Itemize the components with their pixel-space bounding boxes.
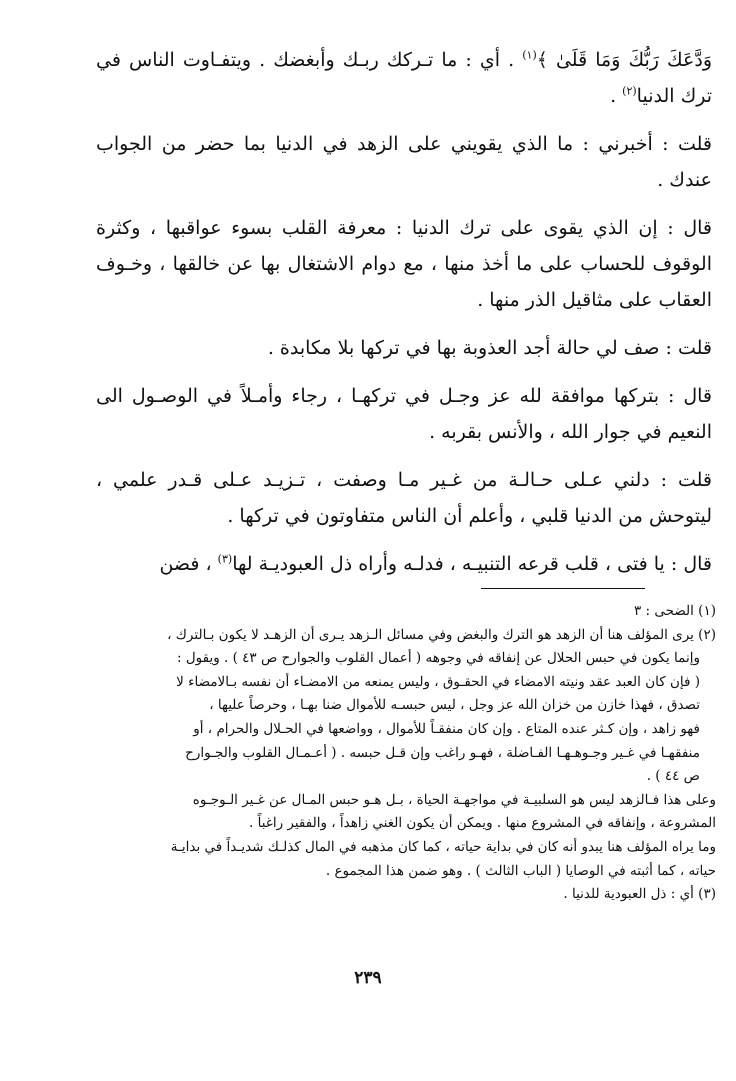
paragraph-7 [96, 546, 712, 582]
footnote-ref-3: (٣) [217, 552, 233, 566]
footnote-2-line: وما يراه المؤلف هنا يبدو أنه كان في بداية حياته ، كما كان مذهبه في المال كذلـك شديـداً في بدايـة [170, 838, 716, 855]
footnotes [96, 600, 716, 907]
footnote-2-line: وإنما يكون في حبس الحلال عن إنفاقه في وجوهه ( أعمال القلوب والجوارح ص ٤٣ ) . ويقول : [177, 650, 700, 667]
paragraph-3: قال : إن الذي يقوى على ترك الدنيا : معرفة القلب بسوء عواقبها ، وكثرة الوقوف للحساب على ما أخذ منها ، مع دوام الاشتغال بها عن خالقها ، وخـوف العقاب على مثاقيل الذر منها . [96, 217, 712, 311]
paragraph-1 [96, 42, 712, 114]
paragraph-5: قال : بتركها موافقة لله عز وجـل في تركهـا ، رجاء وأمـلاً في الوصـول الى النعيم في جوار الله ، والأنس بقربه . [96, 385, 712, 443]
footnote-2-line: ص ٤٤ ) . [646, 768, 700, 785]
footnote-2-line: (٢) يرى المؤلف هنا أن الزهد هو الترك والبغض وفي مسائل الـزهد يـرى أن الزهـد لا يكون بـالترك ، [167, 626, 716, 643]
footnote-separator [481, 588, 645, 589]
footnote-1: (١) الضحى : ٣ [633, 603, 716, 619]
footnote-2-line: تصدق ، فهذا خازن من خزان الله عز وجل ، ليس حبسـه للأموال ضنا بهـا ، وحرصاً عليها ، [209, 697, 700, 714]
footnote-3: (٣) أي : ذل العبودية للدنيا . [563, 886, 716, 903]
paragraph-2: قلت : أخبرني : ما الذي يقويني على الزهد في الدنيا بما حضر من الجواب عندك . [96, 133, 712, 191]
footnote-2-line: منفقهـا في غـير وجـوهـهـا الفـاضلة ، فهـو راغب وإن قـل حبسه . ( أعـمـال القلوب والجـوارح [185, 744, 700, 761]
quran-quote: وَدَّعَكَ رَبُّكَ وَمَا قَلَىٰ ﴾ [536, 49, 713, 71]
paragraph-7-end: ، فضن [159, 553, 218, 575]
footnote-2-line: فهو زاهد ، وإن كـثر عنده المتاع . وإن كان منفقـاً للأموال ، وواضعها في الحـلال والحرام ، أو [193, 720, 700, 737]
footnote-2-line: ( فإن كان العبد عقد ونيته الامضاء في الحقـوق ، وليس يمنعه من الامضـاء أن نفسه بـالامضاء لا [176, 673, 700, 690]
footnote-ref-1: (١) [522, 48, 537, 62]
page-number: ٢٣٩ [354, 968, 382, 988]
paragraph-7-text: قال : يا فتى ، قلب قرعه التنبيـه ، فدلـه وأراه ذل العبوديـة لها [232, 553, 712, 575]
paragraph-1-text: . أي : ما تـركك ربـك وأبغضك . ويتفـاوت الناس في ترك الدنيا [96, 49, 712, 107]
footnote-2-line: حياته ، كما أثبته في الوصايا ( الباب الثالث ) . وهو ضمن هذا المجموع . [325, 862, 716, 879]
paragraph-1-end: . [610, 85, 623, 107]
footnote-2-line: المشروعة ، وإنفاقه في المشروع منها . ويمكن أن يكون الغني زاهداً ، والفقير راغباً . [249, 815, 716, 832]
paragraph-4: قلت : صف لي حالة أجد العذوبة بها في تركها بلا مكابدة . [267, 337, 712, 359]
footnote-ref-2: (٢) [622, 84, 637, 98]
paragraph-6: قلت : دلني عـلى حـالـة من غـير مـا وصفت ، تـزيـد عـلى قـدر علمي ، ليتوحش من الدنيا قلبي ، وأعلم أن الناس متفاوتون في تركها . [96, 469, 712, 527]
main-text [96, 42, 712, 594]
footnote-2-line: وعلى هذا فـالزهد ليس هو السلبيـة في مواجهـة الحياة ، بـل هـو حبس المـال عن غـير الـوجـوه [192, 791, 716, 808]
